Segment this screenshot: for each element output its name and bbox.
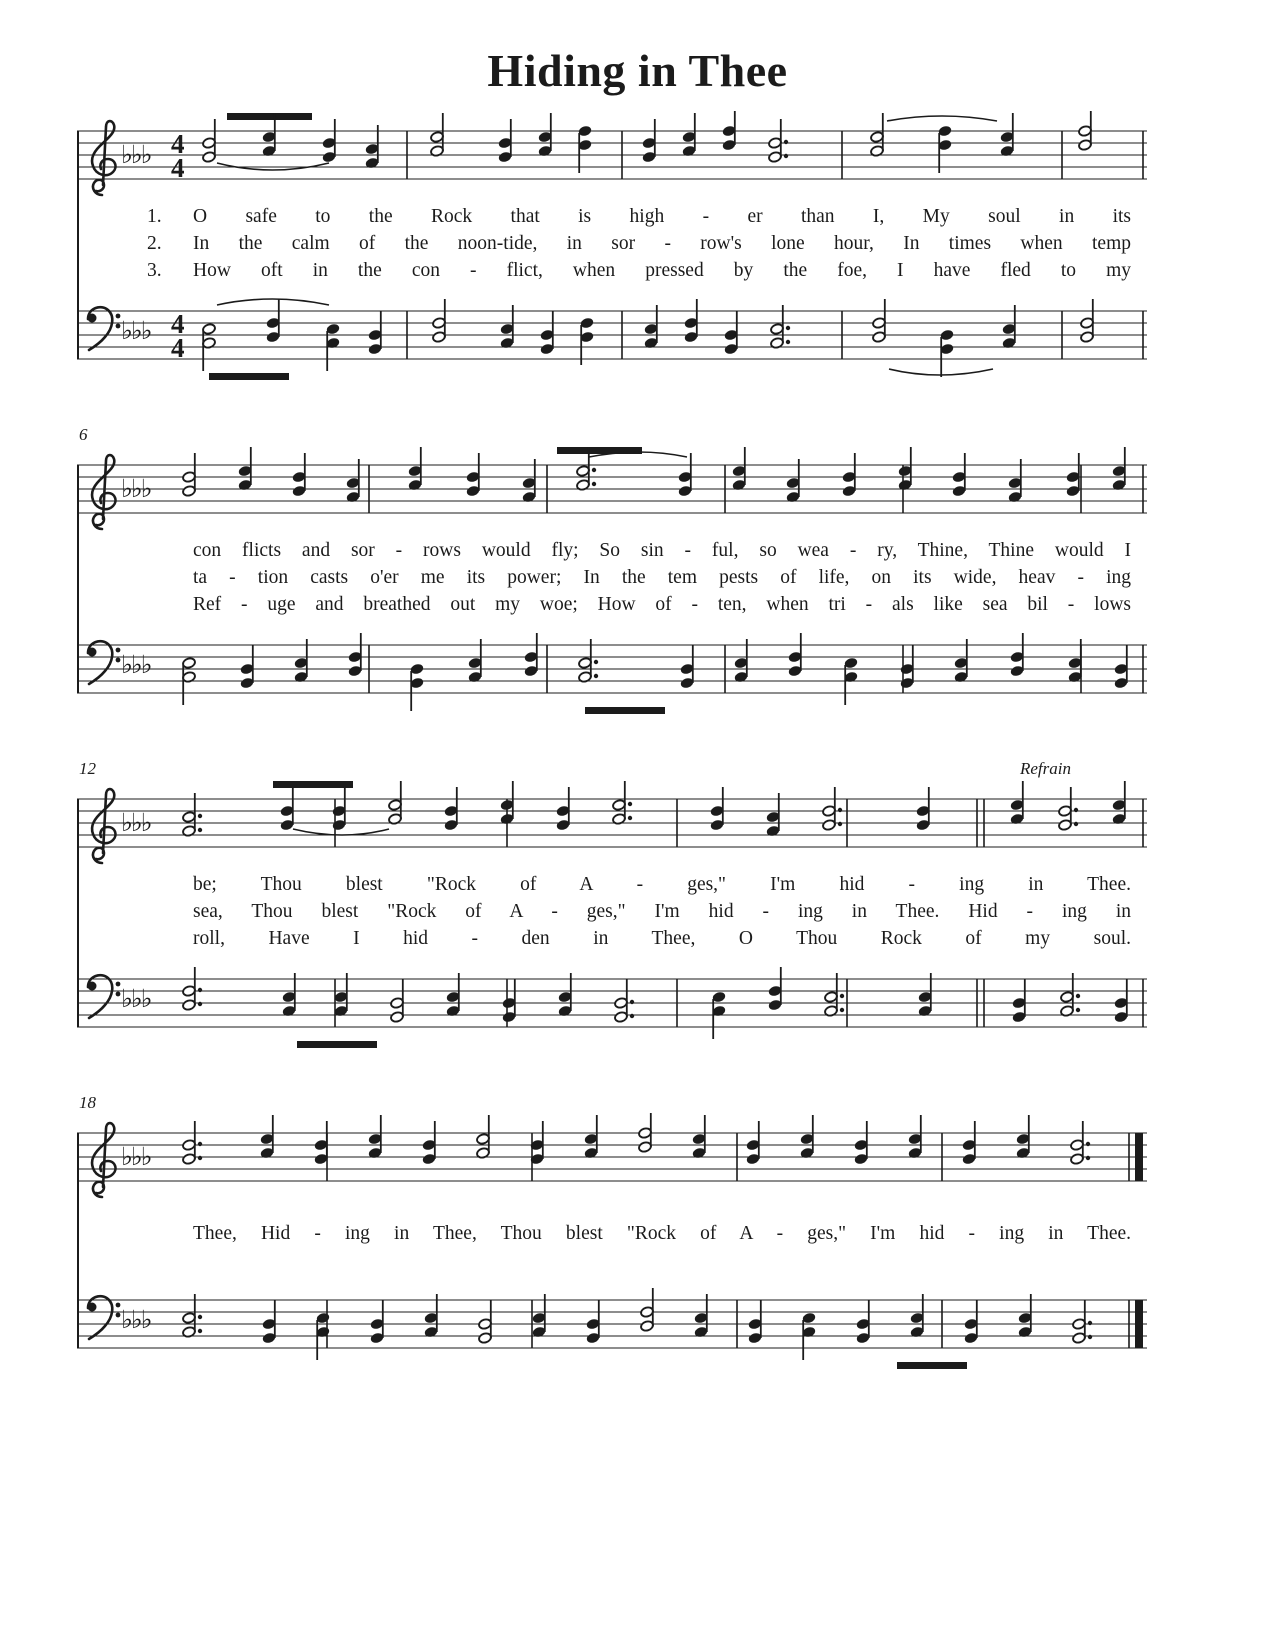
treble-staff: [77, 779, 1147, 871]
time-signature-bottom: 4: [171, 153, 185, 183]
system-4-music: [77, 1113, 1147, 1372]
beam: [297, 1041, 377, 1048]
lyric-text: sea, Thou blest "Rock of A - ges," I'm hid - ing in Thee. Hid - ing in: [193, 901, 1131, 922]
system-barline: [77, 465, 79, 693]
bass-staff: [77, 1280, 1147, 1372]
key-signature: ♭♭♭: [121, 1305, 151, 1334]
time-signature-top: 4: [171, 309, 185, 339]
system-barline: [77, 799, 79, 1027]
bass-clef-icon: [88, 307, 121, 350]
page-title: Hiding in Thee: [487, 45, 788, 96]
lyric-text: con flicts and sor - rows would fly; So sin - ful, so wea - ry, Thine, Thine would I: [193, 540, 1131, 561]
treble-staff: [77, 111, 1147, 203]
key-signature: ♭♭♭: [121, 1142, 151, 1171]
tie: [293, 829, 389, 835]
treble-clef-icon: [92, 789, 115, 863]
key-signature: ♭♭♭: [121, 984, 151, 1013]
key-signature: ♭♭♭: [121, 650, 151, 679]
lyric-text: be; Thou blest "Rock of A - ges," I'm hid - ing in Thee.: [193, 874, 1131, 895]
lyric-text: roll, Have I hid - den in Thee, O Thou Rock of my soul.: [193, 928, 1131, 949]
verse-number: 3.: [147, 260, 162, 281]
system-barline: [77, 131, 79, 359]
system-1: [77, 111, 1147, 383]
measure-row: [77, 757, 1147, 779]
time-signature-bottom: 4: [171, 333, 185, 363]
key-signature: ♭♭♭: [121, 808, 151, 837]
lyric-line-verse1: [77, 206, 1147, 233]
verse-number: 2.: [147, 233, 162, 254]
key-signature: ♭♭♭: [121, 140, 151, 169]
treble-clef-icon: [92, 121, 115, 195]
treble-clef-icon: [92, 455, 115, 529]
tie: [887, 116, 997, 121]
bass-staff: [77, 291, 1147, 383]
lyrics-block: [77, 1205, 1147, 1280]
bass-clef-icon: [88, 975, 121, 1018]
lyric-text: How oft in the con - flict, when pressed by the foe, I have fled to my: [193, 260, 1131, 281]
beam: [273, 781, 353, 788]
verse-number: 1.: [147, 206, 162, 227]
final-barline: [1135, 1133, 1143, 1181]
lyrics-block: [77, 871, 1147, 959]
treble-staff: [77, 445, 1147, 537]
lyric-line-refrain: [77, 1223, 1147, 1250]
measure-number: 12: [79, 759, 96, 778]
measure-row: [77, 1091, 1147, 1113]
system-2-music: [77, 445, 1147, 717]
system-2: [77, 423, 1147, 717]
key-signature: ♭♭♭: [121, 316, 151, 345]
lyric-line-verse1: [77, 540, 1147, 567]
treble-staff: [77, 1113, 1147, 1205]
lyric-text: O safe to the Rock that is high - er than I, My soul in its: [193, 206, 1131, 227]
measure-row: [77, 423, 1147, 445]
system-barline: [77, 1133, 79, 1348]
key-signature: ♭♭♭: [121, 474, 151, 503]
bass-staff: [77, 959, 1147, 1051]
refrain-label: Refrain: [1020, 759, 1071, 778]
system-3-music: [77, 779, 1147, 1051]
lyric-line-verse3: [77, 260, 1147, 287]
system-4: [77, 1091, 1147, 1372]
system-1-music: [77, 111, 1147, 383]
measure-number: 6: [79, 425, 88, 444]
lyric-text: Thee, Hid - ing in Thee, Thou blest "Rock of A - ges," I'm hid - ing in Thee.: [193, 1223, 1131, 1244]
lyrics-block: [77, 203, 1147, 291]
final-barline: [1135, 1300, 1143, 1348]
beam: [897, 1362, 967, 1369]
system-3: [77, 757, 1147, 1051]
bass-staff: [77, 625, 1147, 717]
bass-clef-icon: [88, 1296, 121, 1339]
lyric-line-verse3: [77, 594, 1147, 621]
lyric-text: In the calm of the noon-tide, in sor - row's lone hour, In times when temp: [193, 233, 1131, 254]
lyric-text: ta - tion casts o'er me its power; In the tem pests of life, on its wide, heav - ing: [193, 567, 1131, 588]
tie: [217, 299, 329, 305]
lyric-line-verse2: [77, 233, 1147, 260]
bass-clef-icon: [88, 641, 121, 684]
time-signature-top: 4: [171, 129, 185, 159]
lyric-line-verse1: [77, 874, 1147, 901]
beam: [227, 113, 312, 120]
lyric-line-verse2: [77, 567, 1147, 594]
lyric-line-verse3: [77, 928, 1147, 955]
lyric-text: Ref - uge and breathed out my woe; How of - ten, when tri - als like sea bil - lows: [193, 594, 1131, 615]
lyrics-block: [77, 537, 1147, 625]
lyric-line-verse2: [77, 901, 1147, 928]
beam: [209, 373, 289, 380]
treble-clef-icon: [92, 1123, 115, 1197]
beam: [585, 707, 665, 714]
measure-number: 18: [79, 1093, 96, 1112]
